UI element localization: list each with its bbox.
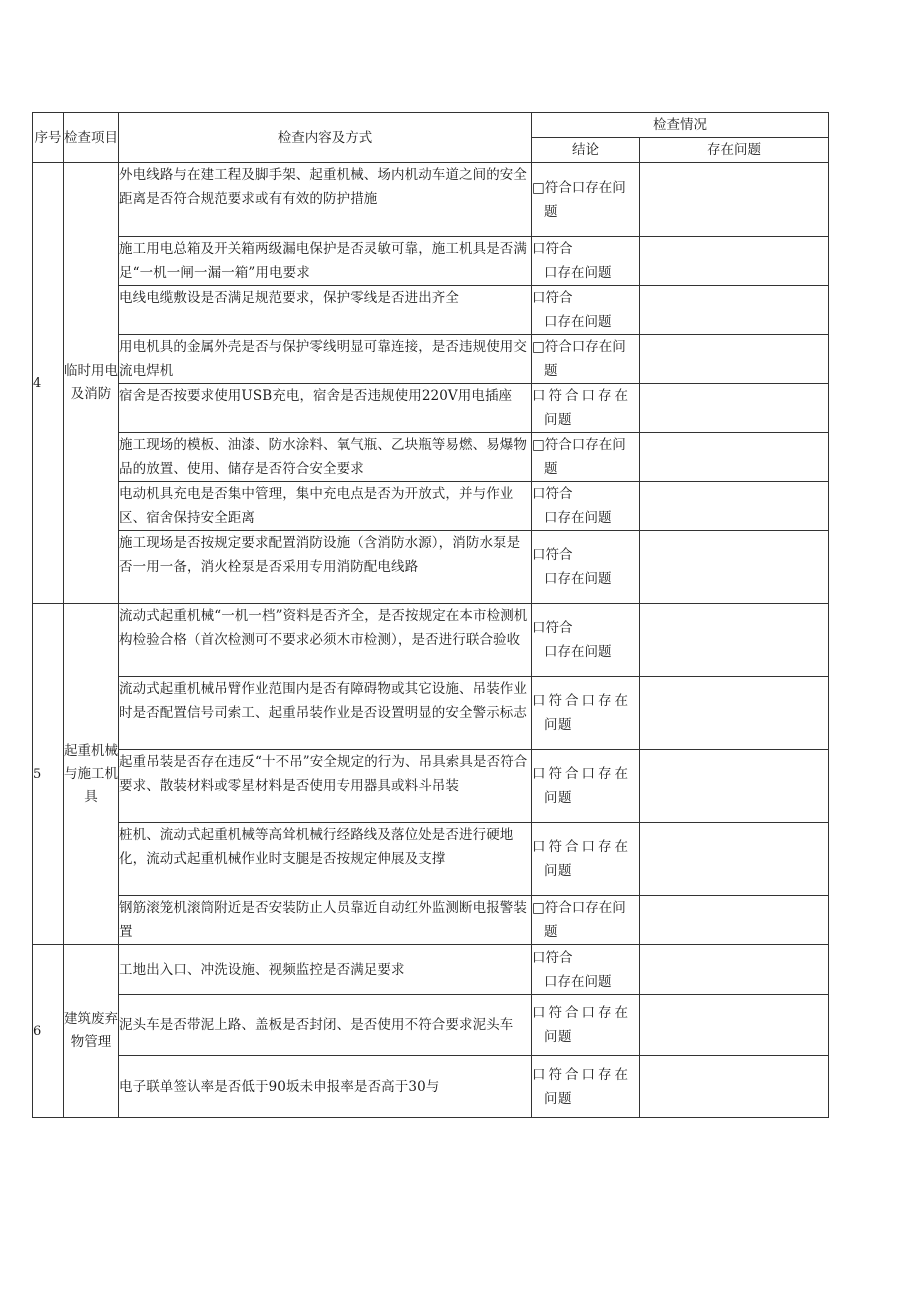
table-row xyxy=(33,604,829,677)
table-row xyxy=(33,384,829,433)
table-row xyxy=(33,286,829,335)
issue-cell[interactable] xyxy=(640,1056,829,1118)
check-content: 外电线路与在建工程及脚手架、起重机械、场内机动车道之间的安全距离是否符合规范要求或有有效的防护措施 xyxy=(119,163,532,237)
conclusion-options: 口符合 口存在问题 xyxy=(532,286,640,335)
table-row xyxy=(33,237,829,286)
issue-cell[interactable] xyxy=(640,995,829,1056)
check-content: 施工现场是否按规定要求配置消防设施（含消防水源），消防水泵是否一用一备，消火栓泵是否采用专用消防配电线路 xyxy=(119,531,532,604)
header-content: 检查内容及方式 xyxy=(119,113,532,163)
issue-cell[interactable] xyxy=(640,945,829,995)
issue-cell[interactable] xyxy=(640,482,829,531)
conclusion-options: □符合口存在问 题 xyxy=(532,433,640,482)
check-content: 起重吊装是否存在违反“十不吊”安全规定的行为、吊具索具是否符合要求、散装材料或零星材料是否使用专用器具或料斗吊装 xyxy=(119,750,532,823)
conclusion-options: 口符合 口存在问题 xyxy=(532,945,640,995)
issue-cell[interactable] xyxy=(640,677,829,750)
issue-cell[interactable] xyxy=(640,163,829,237)
issue-cell[interactable] xyxy=(640,433,829,482)
issue-cell[interactable] xyxy=(640,384,829,433)
header-situation: 检查情况 xyxy=(532,113,829,138)
conclusion-options: 口符合 口存在问题 xyxy=(532,531,640,604)
conclusion-options: 口符合 口存在问题 xyxy=(532,604,640,677)
conclusion-options: □符合口存在问 题 xyxy=(532,896,640,945)
table-row xyxy=(33,896,829,945)
conclusion-options: 口符合口存在 问题 xyxy=(532,750,640,823)
conclusion-options: 口符合 口存在问题 xyxy=(532,237,640,286)
check-content: 电动机具充电是否集中管理，集中充电点是否为开放式，并与作业区、宿舍保持安全距离 xyxy=(119,482,532,531)
conclusion-options: 口符合口存在 问题 xyxy=(532,384,640,433)
conclusion-options: 口符合口存在 问题 xyxy=(532,995,640,1056)
group-seq: 6 xyxy=(33,945,64,1118)
table-row xyxy=(33,823,829,896)
table-row xyxy=(33,482,829,531)
conclusion-options: 口符合口存在 问题 xyxy=(532,823,640,896)
table-row xyxy=(33,335,829,384)
check-content: 宿舍是否按要求使用USB充电，宿舍是否违规使用220V用电插座 xyxy=(119,384,532,433)
table-row xyxy=(33,995,829,1056)
check-content: 电子联单签认率是否低于90坂未申报率是否高于30与 xyxy=(119,1056,532,1118)
header-item: 检查项目 xyxy=(64,113,119,163)
issue-cell[interactable] xyxy=(640,286,829,335)
issue-cell[interactable] xyxy=(640,896,829,945)
conclusion-options: 口符合口存在 问题 xyxy=(532,1056,640,1118)
table-row xyxy=(33,163,829,237)
inspection-table xyxy=(32,112,829,1118)
table-row xyxy=(33,750,829,823)
check-content: 流动式起重机械“一机一档”资料是否齐全，是否按规定在本市检测机构检验合格（首次检测可不要求必须木市检测），是否进行联合验收 xyxy=(119,604,532,677)
check-content: 施工用电总箱及开关箱两级漏电保护是否灵敏可靠，施工机具是否满足“一机一闸一漏一箱”用电要求 xyxy=(119,237,532,286)
issue-cell[interactable] xyxy=(640,604,829,677)
group-item: 临时用电及消防 xyxy=(64,163,119,604)
issue-cell[interactable] xyxy=(640,237,829,286)
check-content: 电线电缆敷设是否满足规范要求，保护零线是否进出齐全 xyxy=(119,286,532,335)
issue-cell[interactable] xyxy=(640,823,829,896)
check-content: 用电机具的金属外壳是否与保护零线明显可靠连接，是否违规使用交流电焊机 xyxy=(119,335,532,384)
check-content: 桩机、流动式起重机械等高耸机械行经路线及落位处是否进行硬地化，流动式起重机械作业时支腿是否按规定伸展及支撑 xyxy=(119,823,532,896)
issue-cell[interactable] xyxy=(640,750,829,823)
table-row xyxy=(33,531,829,604)
conclusion-options: 口符合 口存在问题 xyxy=(532,482,640,531)
group-seq: 5 xyxy=(33,604,64,945)
header-seq: 序号 xyxy=(33,113,64,163)
table-row xyxy=(33,1056,829,1118)
table-row xyxy=(33,677,829,750)
check-content: 钢筋滚笼机滚筒附近是否安装防止人员靠近自动红外监测断电报警装置 xyxy=(119,896,532,945)
issue-cell[interactable] xyxy=(640,531,829,604)
group-item: 起重机械与施工机具 xyxy=(64,604,119,945)
conclusion-options: □符合口存在问 题 xyxy=(532,163,640,237)
header-conclusion: 结论 xyxy=(532,138,640,163)
table-row xyxy=(33,433,829,482)
header-row-1 xyxy=(33,113,829,138)
header-issues: 存在问题 xyxy=(640,138,829,163)
check-content: 工地出入口、冲洗设施、视频监控是否满足要求 xyxy=(119,945,532,995)
group-item: 建筑废弃物管理 xyxy=(64,945,119,1118)
table-row xyxy=(33,945,829,995)
check-content: 泥头车是否带泥上路、盖板是否封闭、是否使用不符合要求泥头车 xyxy=(119,995,532,1056)
issue-cell[interactable] xyxy=(640,335,829,384)
check-content: 施工现场的模板、油漆、防水涂料、氧气瓶、乙块瓶等易燃、易爆物品的放置、使用、储存是否符合安全要求 xyxy=(119,433,532,482)
group-seq: 4 xyxy=(33,163,64,604)
conclusion-options: 口符合口存在 问题 xyxy=(532,677,640,750)
conclusion-options: □符合口存在问 题 xyxy=(532,335,640,384)
check-content: 流动式起重机械吊臂作业范围内是否有障碍物或其它设施、吊装作业时是否配置信号司索工、起重吊装作业是否设置明显的安全警示标志 xyxy=(119,677,532,750)
